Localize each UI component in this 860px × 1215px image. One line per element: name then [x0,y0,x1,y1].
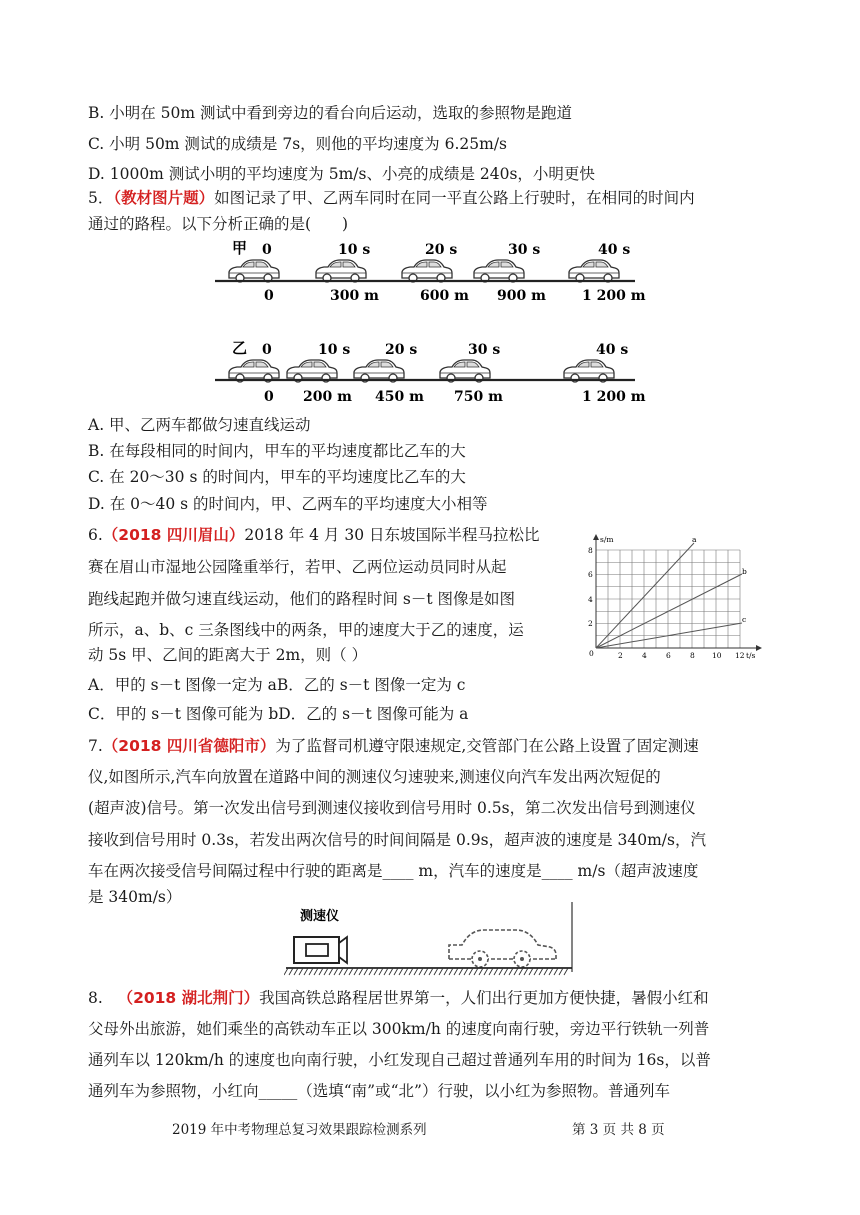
q5-option-a: A. 甲、乙两车都做匀速直线运动 [88,416,311,434]
car-outline-icon [449,930,556,967]
q6-options-ab [88,674,465,696]
q7-number: 7. [88,737,103,755]
q5-jia-car-3 [402,260,452,282]
q6-graph-line-c-label: c [742,615,747,624]
q5-yi-time-0: 0 [262,342,272,358]
q5-number: 5． [88,189,114,207]
q5-jia-time-1: 10 s [338,242,371,258]
q6-graph-xtick-4: 4 [642,651,647,660]
q5-jia-dist-4: 1 200 m [582,288,646,304]
q8-stem-line-1 [88,987,709,1009]
q5-text-1: 如图记录了甲、乙两车同时在同一平直公路上行驶时，在相同的时间内 [214,189,695,207]
q8-stem-line-3: 通列车以 120km/h 的速度也向南行驶，小红发现自己超过普通列车用的时间为 16s，以普 [88,1051,711,1069]
q8-text-1: 我国高铁总路程居世界第一，人们出行更加方便快捷，暑假小红和 [259,989,709,1007]
q6-graph-line-a-label: a [692,535,697,544]
q6-graph-xtick-6: 6 [666,651,671,660]
q7-tag: （2018 四川省德阳市） [102,737,276,755]
q5-yi-car-3 [354,360,404,382]
speed-camera-icon [294,937,347,963]
q5-jia-dist-0: 0 [264,288,274,304]
q8-stem-line-2: 父母外出旅游，她们乘坐的高铁动车正以 300km/h 的速度向南行驶，旁边平行铁轨一列普 [88,1020,710,1038]
q6-graph-xlabel: t/s [746,651,756,660]
q5-yi-time-3: 30 s [468,342,501,358]
q5-yi-time-4: 40 s [596,342,629,358]
q5-stem-line-2: 通过的路程。以下分析正确的是( ) [88,215,349,233]
q7-figure-label: 测速仪 [300,909,340,924]
q8-tag: （2018 湖北荆门） [117,989,260,1007]
q6-options-cd [88,703,468,725]
q7-stem-line-5: 车在两次接受信号间隔过程中行驶的距离是____ m，汽车的速度是____ m/s（超声波速度 [88,862,699,880]
q4-option-d: D. 1000m 测试小明的平均速度为 5m/s、小亮的成绩是 240s，小明更快 [88,165,595,183]
q6-graph-ytick-8: 8 [588,546,593,555]
q5-yi-car-1 [229,360,279,382]
q6-graph-xtick-8: 8 [690,651,695,660]
q6-graph-ytick-4: 4 [588,595,593,604]
q6-graph-xtick-12: 12 [735,651,745,660]
q6-option-b: B．乙的 s－t 图像一定为 c [276,676,466,694]
q6-graph-axes [593,534,762,651]
q5-yi-dist-1: 200 m [303,389,352,405]
q5-jia-label: 甲 [232,239,248,257]
q5-yi-dist-4: 1 200 m [582,389,646,405]
q4-option-c: C. 小明 50m 测试的成绩是 7s，则他的平均速度为 6.25m/s [88,135,507,153]
road-ground [284,968,572,975]
q5-jia-time-3: 30 s [508,242,541,258]
q5-yi-dist-3: 750 m [454,389,503,405]
q5-jia-car-4 [474,260,524,282]
q6-graph-xtick-10: 10 [712,651,722,660]
q7-stem-line-1 [88,735,699,757]
q7-stem-line-2: 仪,如图所示,汽车向放置在道路中间的测速仪匀速驶来,测速仪向汽车发出两次短促的 [88,768,661,786]
q6-option-a: A．甲的 s－t 图像一定为 a [88,676,277,694]
q5-option-c: C. 在 20～30 s 的时间内，甲车的平均速度比乙车的大 [88,468,466,486]
q6-option-d: D．乙的 s－t 图像可能为 a [278,705,469,723]
q5-yi-car-5 [564,360,614,382]
q7-stem-line-4: 接收到信号用时 0.3s，若发出两次信号的时间间隔是 0.9s，超声波的速度是 340m/s，汽 [88,831,706,849]
q7-text-1: 为了监督司机遵守限速规定,交管部门在公路上设置了固定测速 [275,737,699,755]
q6-stem-line-4: 所示，a、b、c 三条图线中的两条，甲的速度大于乙的速度，运 [88,621,524,639]
q5-yi-car-4 [440,360,490,382]
q6-graph-xtick-2: 2 [618,651,623,660]
q5-stem-line-1 [88,187,695,209]
q5-tag: （教材图片题） [113,189,215,207]
q8-number: 8. [88,989,103,1007]
q5-yi-dist-0: 0 [264,389,274,405]
q7-figure [284,900,578,978]
q6-graph-ytick-6: 6 [588,570,593,579]
q6-stem-line-1 [88,524,540,546]
q5-jia-time-4: 40 s [598,242,631,258]
q6-text-1: 2018 年 4 月 30 日东坡国际半程马拉松比 [244,526,540,544]
q5-yi-label: 乙 [232,339,248,357]
q8-stem-line-4: 通列车为参照物，小红向_____（选填“南”或“北”）行驶，以小红为参照物。普通列车 [88,1082,670,1100]
q6-graph-origin: 0 [589,649,594,658]
q5-jia-dist-1: 300 m [330,288,379,304]
q5-jia-dist-2: 600 m [420,288,469,304]
q6-st-graph [586,532,766,662]
q6-option-c: C．甲的 s－t 图像可能为 b [88,705,279,723]
q5-jia-car-2 [316,260,366,282]
q6-graph-ylabel: s/m [600,535,614,544]
q7-stem-line-3: (超声波)信号。第一次发出信号到测速仪接收到信号用时 0.5s，第二次发出信号到测速仪 [88,799,696,817]
footer-series-title: 2019 年中考物理总复习效果跟踪检测系列 [172,1122,427,1138]
q6-number: 6. [88,526,103,544]
q6-stem-line-5: 动 5s 甲、乙间的距离大于 2m，则（ ） [88,646,368,664]
q6-graph-grid [596,550,740,648]
q5-yi-dist-2: 450 m [375,389,424,405]
q5-jia-car-5 [569,260,619,282]
q6-stem-line-3: 跑线起跑并做匀速直线运动，他们的路程时间 s－t 图像是如图 [88,590,516,608]
footer-page-number: 第 3 页 共 8 页 [572,1122,665,1138]
q6-graph-line-a [596,543,694,648]
q5-jia-time-2: 20 s [425,242,458,258]
q5-jia-dist-3: 900 m [497,288,546,304]
q6-graph-ytick-2: 2 [588,619,593,628]
q6-graph-line-b-label: b [742,567,747,576]
q5-yi-time-1: 10 s [318,342,351,358]
q5-jia-time-0: 0 [262,242,272,258]
q7-stem-line-6: 是 340m/s） [88,888,182,906]
q6-tag: （2018 四川眉山） [102,526,245,544]
q5-yi-car-2 [287,360,337,382]
q5-option-b: B. 在每段相同的时间内，甲车的平均速度都比乙车的大 [88,442,466,460]
q5-jia-car-1 [229,260,279,282]
q4-option-b: B. 小明在 50m 测试中看到旁边的看台向后运动，选取的参照物是跑道 [88,104,573,122]
q6-stem-line-2: 赛在眉山市湿地公园隆重举行，若甲、乙两位运动员同时从起 [88,558,507,576]
q5-figure [210,238,650,408]
q5-yi-time-2: 20 s [385,342,418,358]
q5-option-d: D. 在 0～40 s 的时间内，甲、乙两车的平均速度大小相等 [88,495,488,513]
